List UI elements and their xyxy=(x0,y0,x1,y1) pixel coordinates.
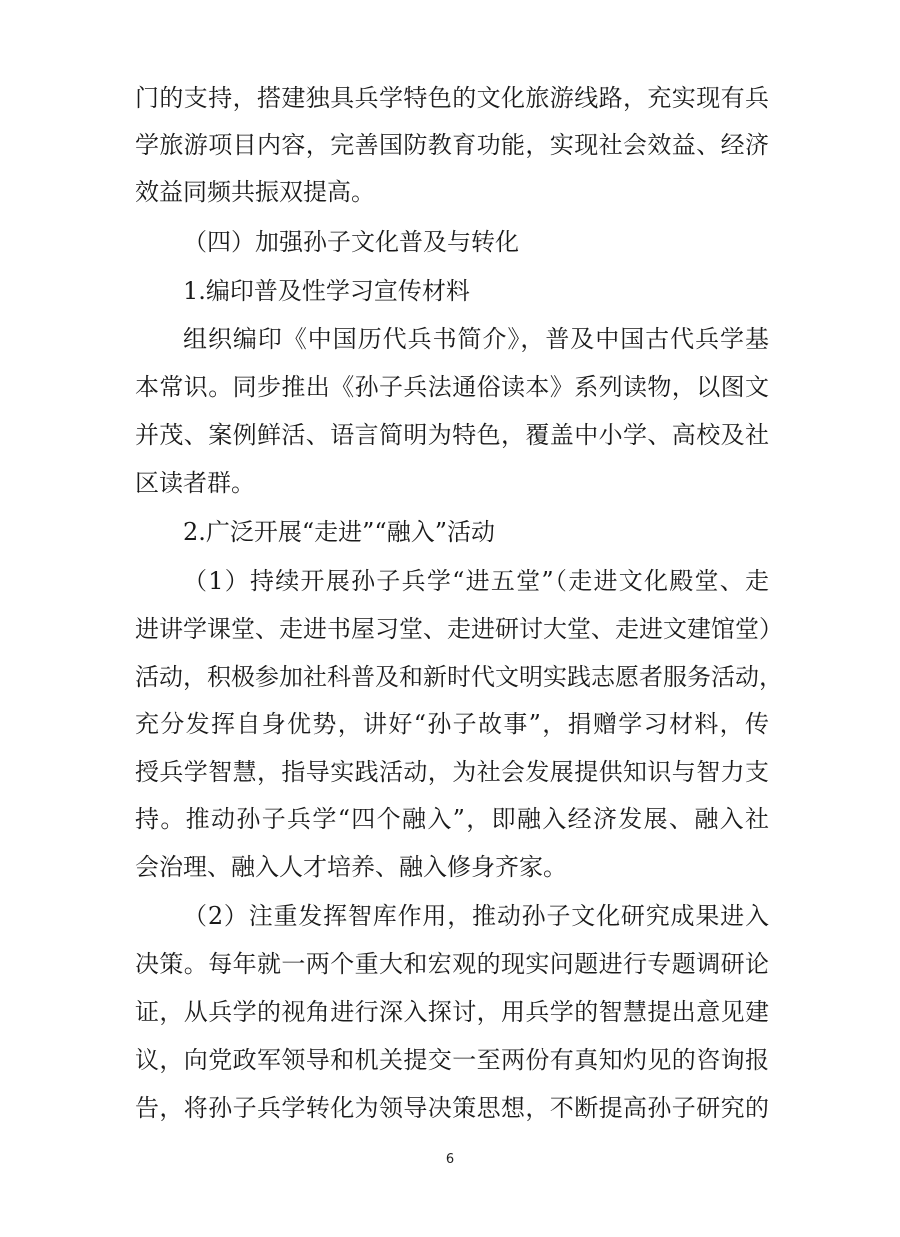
body-text-line: 学旅游项目内容，完善国防教育功能，实现社会效益、经济 xyxy=(135,131,769,159)
body-text-line: 并茂、案例鲜活、语言简明为特色，覆盖中小学、高校及社 xyxy=(135,421,769,449)
body-text-line: 进讲学课堂、走进书屋习堂、走进研讨大堂、走进文建馆堂） xyxy=(135,615,783,643)
body-text-line: （2）注重发挥智库作用，推动孙子文化研究成果进入 xyxy=(183,902,769,930)
section-heading: （四）加强孙子文化普及与转化 xyxy=(183,228,519,256)
body-text-line: 活动，积极参加社科普及和新时代文明实践志愿者服务活动， xyxy=(135,663,783,691)
body-text-line: 效益同频共振双提高。 xyxy=(135,178,375,206)
body-text-line: 门的支持，搭建独具兵学特色的文化旅游线路，充实现有兵 xyxy=(135,84,769,112)
body-text-line: 持。推动孙子兵学“四个融入”，即融入经济发展、融入社 xyxy=(135,805,769,833)
body-text-line: 组织编印《中国历代兵书简介》，普及中国古代兵学基 xyxy=(183,325,769,353)
body-text-line: 区读者群。 xyxy=(135,469,255,497)
body-text-line: 充分发挥自身优势，讲好“孙子故事”，捐赠学习材料，传 xyxy=(135,710,769,738)
body-text-line: 证，从兵学的视角进行深入探讨，用兵学的智慧提出意见建 xyxy=(135,998,769,1026)
body-text-line: 会治理、融入人才培养、融入修身齐家。 xyxy=(135,853,567,881)
body-text-line: 决策。每年就一两个重大和宏观的现实问题进行专题调研论 xyxy=(135,950,769,978)
subsection-heading: 1.编印普及性学习宣传材料 xyxy=(183,277,470,305)
body-text-line: 告，将孙子兵学转化为领导决策思想，不断提高孙子研究的 xyxy=(135,1094,769,1122)
body-text-line: （1）持续开展孙子兵学“进五堂”（走进文化殿堂、走 xyxy=(183,567,769,595)
body-text-line: 议，向党政军领导和机关提交一至两份有真知灼见的咨询报 xyxy=(135,1046,769,1074)
body-text-line: 本常识。同步推出《孙子兵法通俗读本》系列读物，以图文 xyxy=(135,373,769,401)
body-text-line: 授兵学智慧，指导实践活动，为社会发展提供知识与智力支 xyxy=(135,758,769,786)
subsection-heading: 2.广泛开展“走进”“融入”活动 xyxy=(183,518,495,546)
page-number: 6 xyxy=(445,1152,455,1167)
